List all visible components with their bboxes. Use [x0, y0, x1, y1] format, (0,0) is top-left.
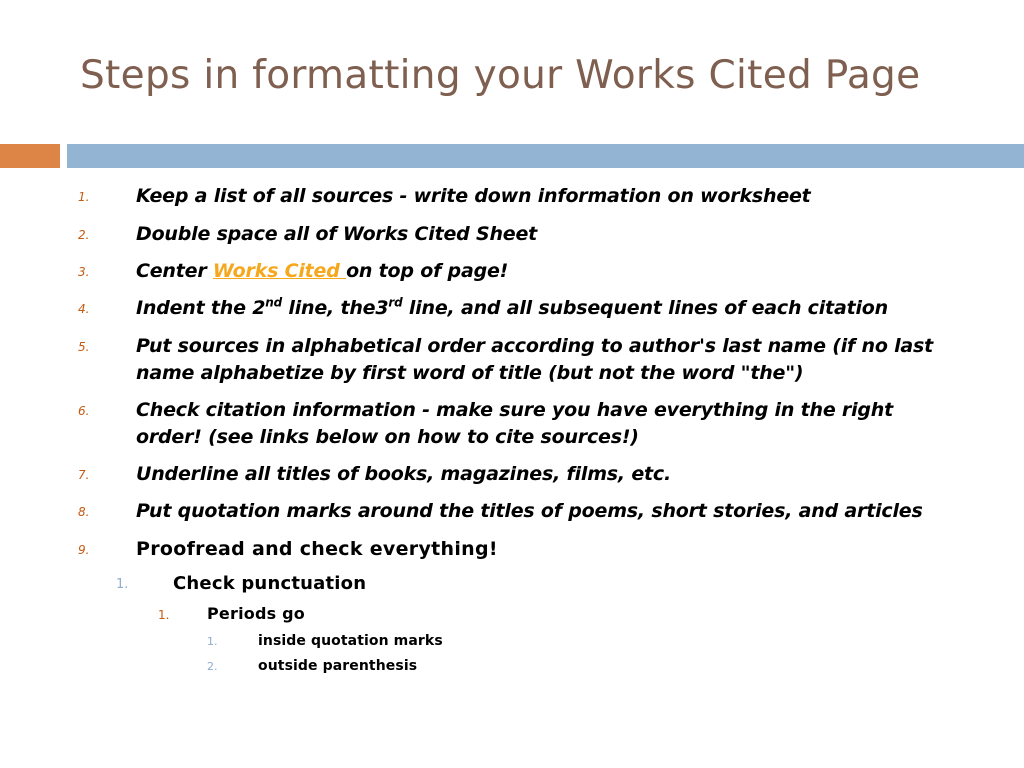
sub-item-number: 1.	[116, 577, 129, 592]
sub-sub-sub-item-text: inside quotation marks	[258, 633, 443, 649]
blue-accent-bar	[67, 144, 1024, 168]
item-text-line1: Check citation information - make sure you have everything in the right	[136, 399, 894, 421]
sub-sub-sub-item-number: 1.	[207, 635, 218, 648]
superscript-nd: nd	[265, 295, 282, 310]
item-number: 7.	[78, 468, 90, 482]
sub-sub-item-text: Periods go	[207, 604, 305, 623]
item-number: 3.	[78, 265, 90, 279]
item-number: 8.	[78, 505, 90, 519]
item-text: Underline all titles of books, magazines, films, etc.	[136, 463, 671, 485]
item-text: Proofread and check everything!	[136, 538, 498, 560]
item-number: 9.	[78, 543, 90, 557]
item-text-line2: name alphabetize by first word of title (but not the word "the")	[136, 362, 804, 384]
item-text-pre: Center	[136, 260, 213, 282]
item-text	[136, 397, 956, 451]
item-text	[136, 295, 956, 322]
sub-sub-sub-item-number: 2.	[207, 660, 218, 673]
item-number: 1.	[78, 190, 90, 204]
item-number: 6.	[78, 404, 90, 418]
item-text: Keep a list of all sources - write down information on worksheet	[136, 185, 811, 207]
item-text-c: line, and all subsequent lines of each citation	[402, 297, 888, 319]
item-text	[136, 333, 956, 387]
sub-sub-sub-item-text: outside parenthesis	[258, 658, 418, 674]
sub-sub-item-number: 1.	[158, 608, 170, 622]
item-number: 4.	[78, 302, 90, 316]
item-text-a: Indent the 2	[136, 297, 266, 319]
item-text-line1: Put sources in alphabetical order according to author's last name (if no last	[136, 335, 934, 357]
item-number: 2.	[78, 228, 90, 242]
item-text	[136, 258, 956, 285]
superscript-rd: rd	[388, 295, 403, 310]
item-text: Double space all of Works Cited Sheet	[136, 223, 538, 245]
works-cited-link[interactable]: Works Cited	[212, 260, 347, 282]
orange-accent-bar	[0, 144, 60, 168]
slide-title: Steps in formatting your Works Cited Page	[80, 53, 921, 98]
item-text: Put quotation marks around the titles of poems, short stories, and articles	[136, 500, 923, 522]
item-text-line2: order! (see links below on how to cite sources!)	[136, 426, 639, 448]
item-number: 5.	[78, 340, 90, 354]
item-text-b: line, the3	[281, 297, 389, 319]
sub-item-text: Check punctuation	[173, 573, 367, 594]
item-text-post: on top of page!	[346, 260, 509, 282]
